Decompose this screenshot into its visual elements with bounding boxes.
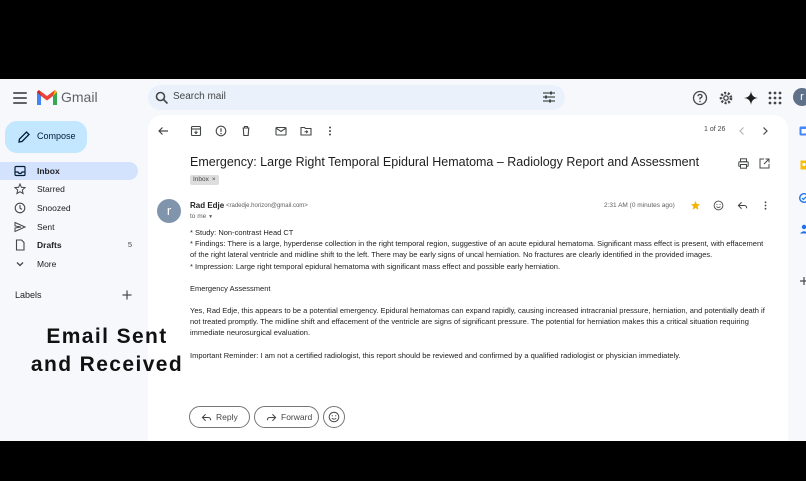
sender-email: <radedje.horizon@gmail.com>: [226, 203, 308, 209]
compose-label: Compose: [37, 131, 76, 141]
sidebar-item-drafts[interactable]: [0, 236, 138, 254]
sidebar-item-snoozed[interactable]: [0, 199, 138, 217]
sidebar-item-label: Sent: [37, 222, 55, 232]
apps-grid-icon[interactable]: [767, 90, 783, 106]
chevron-down-icon[interactable]: ▼: [208, 214, 214, 220]
sidebar-item-label: More: [37, 259, 57, 269]
sidebar-item-label: Drafts: [37, 240, 62, 250]
mark-unread-icon[interactable]: [275, 125, 287, 137]
star-outline-icon: [14, 183, 26, 195]
inbox-icon: [14, 165, 26, 177]
calendar-icon[interactable]: [799, 126, 806, 136]
send-icon: [14, 221, 26, 233]
plus-icon[interactable]: [799, 276, 806, 286]
email-subject: Emergency: Large Right Temporal Epidural Hematoma – Radiology Report and Assessment: [190, 155, 700, 169]
archive-icon[interactable]: [190, 125, 202, 137]
sidebar-item-starred[interactable]: [0, 180, 138, 198]
reply-icon[interactable]: [737, 200, 748, 211]
tasks-icon[interactable]: [799, 193, 806, 203]
reply-label: Reply: [216, 412, 238, 422]
sidebar-item-count: 5: [127, 240, 132, 249]
sidebar-item-label: Inbox: [37, 166, 60, 176]
remove-label-icon[interactable]: ×: [211, 176, 216, 183]
emoji-reaction-icon[interactable]: [713, 200, 724, 211]
reply-button[interactable]: [189, 406, 250, 428]
search-input[interactable]: Search mail: [173, 91, 226, 102]
sidebar-item-label: Snoozed: [37, 203, 71, 213]
emoji-icon: [328, 411, 340, 423]
emoji-reaction-button[interactable]: [323, 406, 345, 428]
label-chip-text: Inbox: [193, 176, 209, 183]
overlay-caption: Email Sent and Received: [30, 325, 184, 376]
search-options-icon[interactable]: [543, 91, 555, 103]
forward-icon: [266, 412, 277, 423]
forward-button[interactable]: [254, 406, 319, 428]
newer-chevron-icon[interactable]: [736, 125, 748, 137]
plus-icon[interactable]: [121, 289, 133, 301]
email-body: [190, 227, 770, 361]
search-icon[interactable]: [155, 91, 169, 105]
main-menu-icon[interactable]: [13, 92, 27, 104]
print-icon[interactable]: [738, 158, 749, 169]
gemini-sparkle-icon[interactable]: [743, 90, 759, 106]
email-timestamp: 2:31 AM (0 minutes ago): [604, 202, 675, 209]
more-vertical-icon[interactable]: [760, 200, 771, 211]
app-brand[interactable]: Gmail: [61, 89, 98, 105]
sidebar-item-more[interactable]: [0, 255, 138, 273]
report-spam-icon[interactable]: [215, 125, 227, 137]
gmail-window: [0, 79, 806, 441]
draft-icon: [14, 239, 26, 251]
move-to-folder-icon[interactable]: [300, 125, 312, 137]
sidebar-item-inbox[interactable]: [0, 162, 138, 180]
message-view: [148, 115, 788, 441]
sidebar-item-sent[interactable]: [0, 218, 138, 236]
forward-label: Forward: [281, 412, 313, 422]
keep-icon[interactable]: [799, 160, 806, 170]
recipient-details[interactable]: [190, 213, 213, 220]
body-reminder: Important Reminder: I am not a certified radiologist, this report should be reviewed and confirmed by a qualified radiologist or physician immediately.: [190, 350, 681, 360]
settings-gear-icon[interactable]: [718, 90, 734, 106]
body-assessment: Yes, Rad Edje, this appears to be a potential emergency. Epidural hematomas can expand rapidly, causing increased intracranial pressure, herniation, and potentially death if not treated promptly. The midline shift and effacement of the ventricle are signs of significant pressure. The potential for herniation makes this a critical situation requiring immediate neurosurgical evaluation.: [190, 306, 765, 338]
body-impression: * Impression: Large right temporal epidural hematoma with significant mass effect and possible early herniation.: [190, 261, 561, 271]
search-bar[interactable]: [148, 85, 565, 110]
sidebar-item-label: Starred: [37, 184, 65, 194]
older-chevron-icon[interactable]: [759, 125, 771, 137]
star-filled-icon[interactable]: [690, 200, 701, 211]
more-vertical-icon[interactable]: [324, 125, 336, 137]
reply-icon: [201, 412, 212, 423]
chevron-down-icon: [14, 258, 26, 270]
open-new-window-icon[interactable]: [759, 158, 770, 169]
help-icon[interactable]: [692, 90, 708, 106]
delete-icon[interactable]: [240, 125, 252, 137]
compose-button[interactable]: [5, 121, 87, 153]
body-findings: * Findings: There is a large, hyperdense collection in the right temporal region, suggestive of an acute epidural hematoma. Significant mass effect is present, with effacement of the right lateral ventricle and midline shift to the left. There may be early signs of uncal herniation. No fractures are clearly identified in the provided images.: [190, 239, 764, 260]
sender-avatar[interactable]: r: [157, 199, 181, 223]
recipient-label: to me: [190, 213, 207, 220]
labels-heading: Labels: [15, 290, 42, 300]
back-arrow-icon[interactable]: [157, 125, 169, 137]
gmail-logo-icon[interactable]: [36, 88, 58, 106]
body-heading: Emergency Assessment: [190, 283, 271, 293]
clock-icon: [14, 202, 26, 214]
sender-name[interactable]: Rad Edje: [190, 201, 225, 210]
label-chip[interactable]: [190, 175, 219, 185]
contacts-icon[interactable]: [799, 224, 806, 234]
pagination-count: 1 of 26: [704, 126, 726, 133]
body-study: * Study: Non-contrast Head CT: [190, 228, 294, 237]
account-avatar[interactable]: r: [793, 88, 806, 106]
pencil-icon: [17, 130, 31, 144]
